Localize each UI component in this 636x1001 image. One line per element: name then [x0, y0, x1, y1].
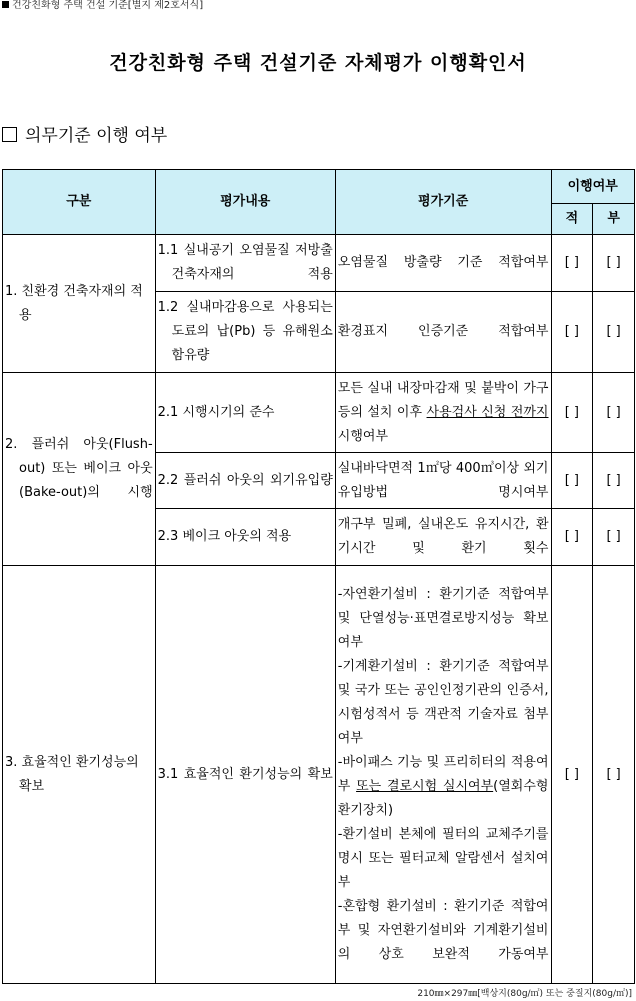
criteria-cell-2-2: 실내바닥면적 1㎡당 400㎥이상 외기 유입방법 명시여부: [335, 453, 551, 509]
criteria-text: -혼합형 환기설비 : 환기기준 적합여부 및 자연환기설비와 기계환기설비의 상호 보완적 가동여부: [337, 898, 549, 962]
criteria-underlined-text: 사용검사 신청 전까지: [426, 404, 549, 420]
header-compliance: 이행여부: [551, 170, 635, 204]
checkbox-no-3-1[interactable]: [ ]: [593, 566, 635, 984]
category-cell-1: 1. 친환경 건축자재의 적용: [3, 235, 156, 373]
checkbox-yes-2-1[interactable]: [ ]: [551, 373, 593, 453]
criteria-underlined-text: 또는 결로시험 실시여부: [356, 778, 494, 794]
content-cell-1-1: 1.1 실내공기 오염물질 저방출건축자재의 적용: [155, 235, 335, 292]
checkbox-yes-3-1[interactable]: [ ]: [551, 566, 593, 984]
criteria-cell-2-3: 개구부 밀폐, 실내온도 유지시간, 환기시간 및 환기 횟수: [335, 509, 551, 566]
header-yes: 적: [551, 204, 593, 235]
criteria-text: 모든 실내 내장마감재 및 붙박이 가구 등의 설치 이후: [337, 380, 549, 420]
header-no: 부: [593, 204, 635, 235]
criteria-cell-2-1: [335, 373, 551, 453]
table-row: [3, 566, 635, 984]
checkbox-no-1-2[interactable]: [ ]: [593, 292, 635, 373]
criteria-text: -환기설비 본체에 필터의 교체주기를 명시 또는 필터교체 알람센서 설치여부: [337, 826, 549, 890]
table-row: [3, 373, 635, 453]
criteria-cell-1-2: 환경표지 인증기준 적합여부: [335, 292, 551, 373]
section-heading: [2, 121, 167, 146]
form-header-text: 건강친화형 주택 건설 기준[별지 제2호서식]: [12, 0, 204, 11]
criteria-text: -바이패스 기능 및 프리히터의 적용여부: [337, 754, 549, 794]
content-cell-3-1: 3.1 효율적인 환기성능의 확보: [155, 566, 335, 984]
form-header-tag: [2, 0, 203, 12]
criteria-text: -기계환기설비 : 환기기준 적합여부 및 국가 또는 공인인정기관의 인증서, 시험성적서 등 객관적 기술자료 첨부여부: [337, 658, 549, 746]
checkbox-yes-1-1[interactable]: [ ]: [551, 235, 593, 292]
paper-spec-footer: 210㎜×297㎜[백상지(80g/㎡) 또는 중질지(80g/㎡)]: [417, 989, 632, 999]
criteria-text: 시행여부: [337, 428, 388, 444]
section-heading-text: 의무기준 이행 여부: [25, 126, 168, 146]
table-row: [3, 235, 635, 292]
category-cell-3: 3. 효율적인 환기성능의 확보: [3, 566, 156, 984]
content-cell-2-2: 2.2 플러쉬 아웃의 외기유입량: [155, 453, 335, 509]
content-cell-2-3: 2.3 베이크 아웃의 적용: [155, 509, 335, 566]
criteria-text: (열회수형 환기장치): [337, 778, 549, 818]
empty-square-icon: [2, 127, 17, 142]
document-title: 건강친화형 주택 건설기준 자체평가 이행확인서: [109, 52, 527, 74]
checkbox-no-2-3[interactable]: [ ]: [593, 509, 635, 566]
content-cell-2-1: 2.1 시행시기의 준수: [155, 373, 335, 453]
checkbox-yes-2-3[interactable]: [ ]: [551, 509, 593, 566]
checkbox-no-2-2[interactable]: [ ]: [593, 453, 635, 509]
checkbox-no-2-1[interactable]: [ ]: [593, 373, 635, 453]
black-square-icon: [2, 1, 9, 8]
criteria-cell-1-1: 오염물질 방출량 기준 적합여부: [335, 235, 551, 292]
checkbox-yes-2-2[interactable]: [ ]: [551, 453, 593, 509]
header-content: 평가내용: [155, 170, 335, 235]
header-criteria: 평가기준: [335, 170, 551, 235]
criteria-text: -자연환기설비 : 환기기준 적합여부 및 단열성능·표면결로방지성능 확보 여부: [337, 586, 549, 650]
evaluation-table: [2, 169, 635, 984]
checkbox-no-1-1[interactable]: [ ]: [593, 235, 635, 292]
category-cell-2: 2. 플러쉬 아웃(Flush-out) 또는 베이크 아웃(Bake-out)의 시행: [3, 373, 156, 566]
header-category: 구분: [3, 170, 156, 235]
criteria-cell-3-1: [335, 566, 551, 984]
checkbox-yes-1-2[interactable]: [ ]: [551, 292, 593, 373]
content-cell-1-2: 1.2 실내마감용으로 사용되는 도료의 납(Pb) 등 유해원소 함유량: [155, 292, 335, 373]
